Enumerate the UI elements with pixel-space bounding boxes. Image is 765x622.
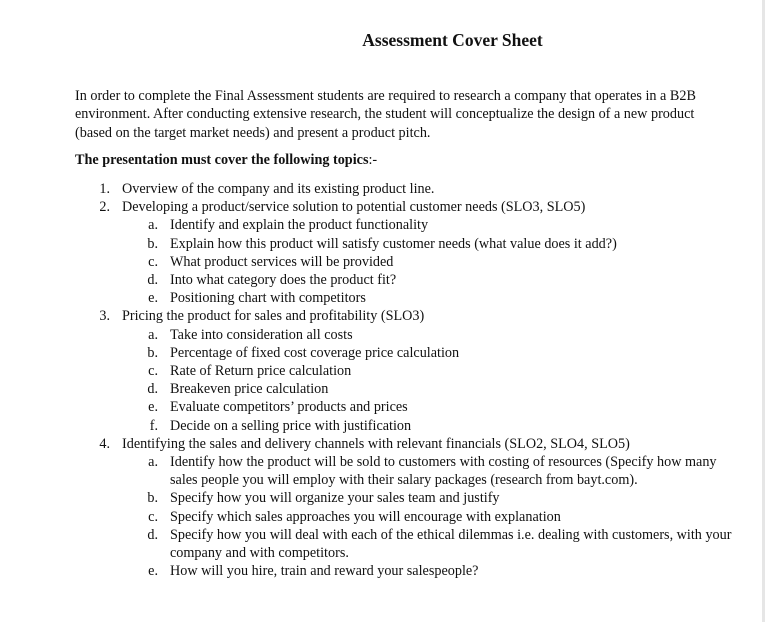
- subtopic-letter: a.: [148, 326, 158, 343]
- subtopic-item: [75, 344, 745, 362]
- subtopic-letter: b.: [147, 235, 158, 252]
- topics-heading-bold: The presentation must cover the following topics: [75, 152, 369, 168]
- topics-list: [75, 180, 745, 580]
- subtopic-item: [75, 253, 745, 271]
- subtopic-item: [75, 380, 745, 398]
- subtopic-letter: e.: [148, 399, 158, 416]
- topic-number: 3.: [99, 308, 110, 325]
- subtopic-text: What product services will be provided: [170, 253, 394, 270]
- subtopic-item: [75, 289, 745, 307]
- subtopic-letter: a.: [148, 454, 158, 471]
- subtopic-item: [75, 508, 745, 526]
- subtopic-text: Identify how the product will be sold to customers with costing of resources (Specify how many sales people you will employ with their salary packages (research from bayt.com).: [170, 454, 717, 489]
- subtopic-letter: c.: [148, 253, 158, 270]
- topic-number: 4.: [99, 435, 110, 452]
- subtopic-item: [75, 271, 745, 289]
- subtopic-letter: d.: [147, 526, 158, 543]
- subtopic-letter: e.: [148, 290, 158, 307]
- subtopic-text: Specify how you will organize your sales team and justify: [170, 490, 500, 507]
- subtopic-item: [75, 453, 745, 489]
- topic-item: [75, 307, 745, 325]
- subtopic-text: Rate of Return price calculation: [170, 363, 352, 380]
- topic-item: [75, 435, 745, 453]
- subtopic-text: Specify how you will deal with each of the ethical dilemmas i.e. dealing with customers, with your company and with competitors.: [170, 526, 732, 562]
- document-title: Assessment Cover Sheet: [362, 30, 543, 50]
- topics-heading: [75, 152, 377, 169]
- subtopic-letter: d.: [147, 272, 158, 289]
- subtopic-letter: f.: [149, 417, 158, 434]
- subtopic-text: How will you hire, train and reward your salespeople?: [170, 563, 479, 580]
- subtopic-item: [75, 235, 745, 253]
- subtopic-text: Decide on a selling price with justification: [170, 417, 412, 434]
- topic-item: [75, 198, 745, 216]
- subtopic-item: [75, 562, 745, 580]
- subtopic-text: Explain how this product will satisfy customer needs (what value does it add?): [170, 235, 617, 252]
- topics-heading-suffix: :-: [368, 152, 378, 168]
- subtopic-item: [75, 417, 745, 435]
- topic-text: Overview of the company and its existing product line.: [122, 181, 435, 197]
- subtopic-letter: a.: [148, 217, 158, 234]
- subtopic-text: Breakeven price calculation: [170, 381, 329, 398]
- topic-item: [75, 180, 745, 198]
- subtopic-letter: e.: [148, 563, 158, 580]
- topic-text: Identifying the sales and delivery channels with relevant financials (SLO2, SLO4, SLO5): [122, 435, 630, 452]
- subtopic-text: Percentage of fixed cost coverage price calculation: [170, 344, 460, 361]
- subtopic-letter: b.: [147, 344, 158, 361]
- subtopic-item: [75, 362, 745, 380]
- subtopic-text: Evaluate competitors’ products and prices: [170, 399, 408, 416]
- subtopic-text: Take into consideration all costs: [170, 326, 353, 343]
- subtopic-letter: d.: [147, 381, 158, 398]
- subtopic-letter: b.: [147, 490, 158, 507]
- subtopic-text: Positioning chart with competitors: [170, 290, 366, 307]
- subtopic-text: Into what category does the product fit?: [170, 272, 397, 289]
- subtopic-item: [75, 216, 745, 234]
- subtopic-item: [75, 398, 745, 416]
- subtopic-letter: c.: [148, 363, 158, 380]
- subtopic-text: Identify and explain the product functionality: [170, 217, 429, 234]
- topic-text: Developing a product/service solution to potential customer needs (SLO3, SLO5): [122, 199, 586, 216]
- topic-text: Pricing the product for sales and profitability (SLO3): [122, 308, 425, 325]
- subtopic-item: [75, 489, 745, 507]
- subtopic-item: [75, 326, 745, 344]
- subtopic-text: Specify which sales approaches you will encourage with explanation: [170, 508, 561, 525]
- topic-number: 1.: [99, 181, 110, 197]
- subtopic-item: [75, 526, 745, 562]
- subtopic-letter: c.: [148, 508, 158, 525]
- intro-paragraph: In order to complete the Final Assessment students are required to research a company that operates in a B2B environment. After conducting extensive research, the student will conceptualize the design of a new product (based on the target market needs) and present a product pitch.: [75, 88, 696, 141]
- topic-number: 2.: [99, 199, 110, 216]
